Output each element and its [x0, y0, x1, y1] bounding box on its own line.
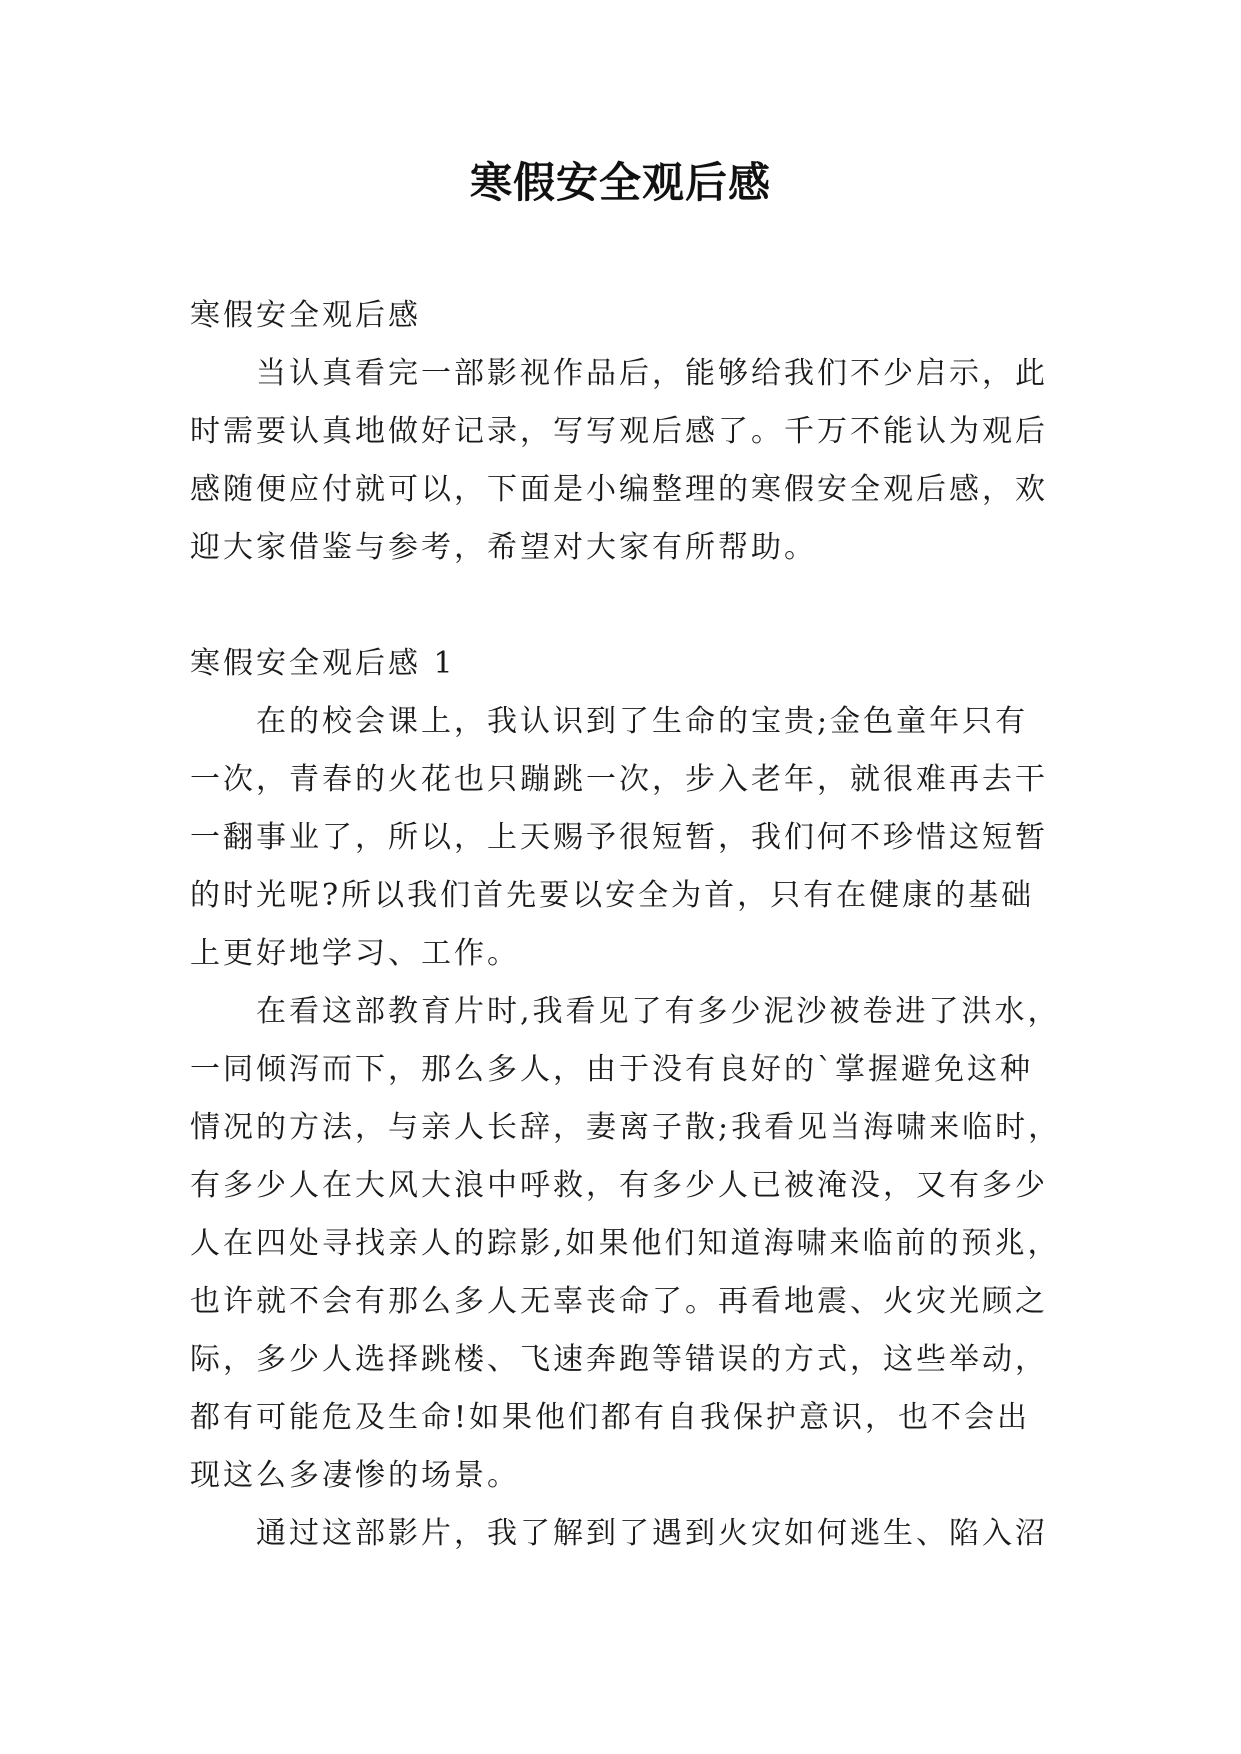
text-line: 情况的方法，与亲人长辞，妻离子散;我看见当海啸来临时，	[190, 1110, 1062, 1145]
text-line: 通过这部影片，我了解到了遇到火灾如何逃生、陷入沼	[256, 1516, 1048, 1551]
text-line: 有多少人在大风大浪中呼救，有多少人已被淹没，又有多少	[190, 1168, 1048, 1203]
text-line: 一翻事业了，所以，上天赐予很短暂，我们何不珍惜这短暂	[190, 820, 1048, 855]
text-line: 人在四处寻找亲人的踪影,如果他们知道海啸来临前的预兆，	[190, 1226, 1061, 1261]
paragraph-spacer	[190, 577, 1050, 635]
text-line: 一次，青春的火花也只蹦跳一次，步入老年，就很难再去干	[190, 762, 1048, 797]
document-body	[190, 287, 1062, 1563]
intro-paragraph	[190, 345, 1050, 577]
text-line: 在的校会课上，我认识到了生命的宝贵;金色童年只有	[256, 704, 1029, 739]
body-paragraph	[190, 693, 1050, 983]
text-line: 在看这部教育片时,我看见了有多少泥沙被卷进了洪水，	[256, 994, 1061, 1029]
text-line: 迎大家借鉴与参考，希望对大家有所帮助。	[190, 530, 817, 565]
section-heading: 寒假安全观后感 1	[190, 646, 456, 681]
text-line: 时需要认真地做好记录，写写观后感了。千万不能认为观后	[190, 414, 1048, 449]
text-line: 感随便应付就可以，下面是小编整理的寒假安全观后感，欢	[190, 472, 1048, 507]
text-line: 当认真看完一部影视作品后，能够给我们不少启示，此	[256, 356, 1048, 391]
text-line: 的时光呢?所以我们首先要以安全为首，只有在健康的基础	[190, 878, 1035, 913]
body-paragraph	[190, 983, 1062, 1505]
section-heading: 寒假安全观后感	[190, 298, 421, 333]
text-line: 一同倾泻而下，那么多人，由于没有良好的`掌握避免这种	[190, 1052, 1033, 1087]
body-paragraph	[190, 1505, 1050, 1563]
text-line: 也许就不会有那么多人无辜丧命了。再看地震、火灾光顾之	[190, 1284, 1048, 1319]
text-line: 上更好地学习、工作。	[190, 936, 520, 971]
text-line: 现这么多凄惨的场景。	[190, 1458, 520, 1493]
text-line: 都有可能危及生命!如果他们都有自我保护意识，也不会出	[190, 1400, 1031, 1435]
text-line: 际，多少人选择跳楼、飞速奔跑等错误的方式，这些举动，	[190, 1342, 1048, 1377]
document-title: 寒假安全观后感	[469, 158, 771, 207]
